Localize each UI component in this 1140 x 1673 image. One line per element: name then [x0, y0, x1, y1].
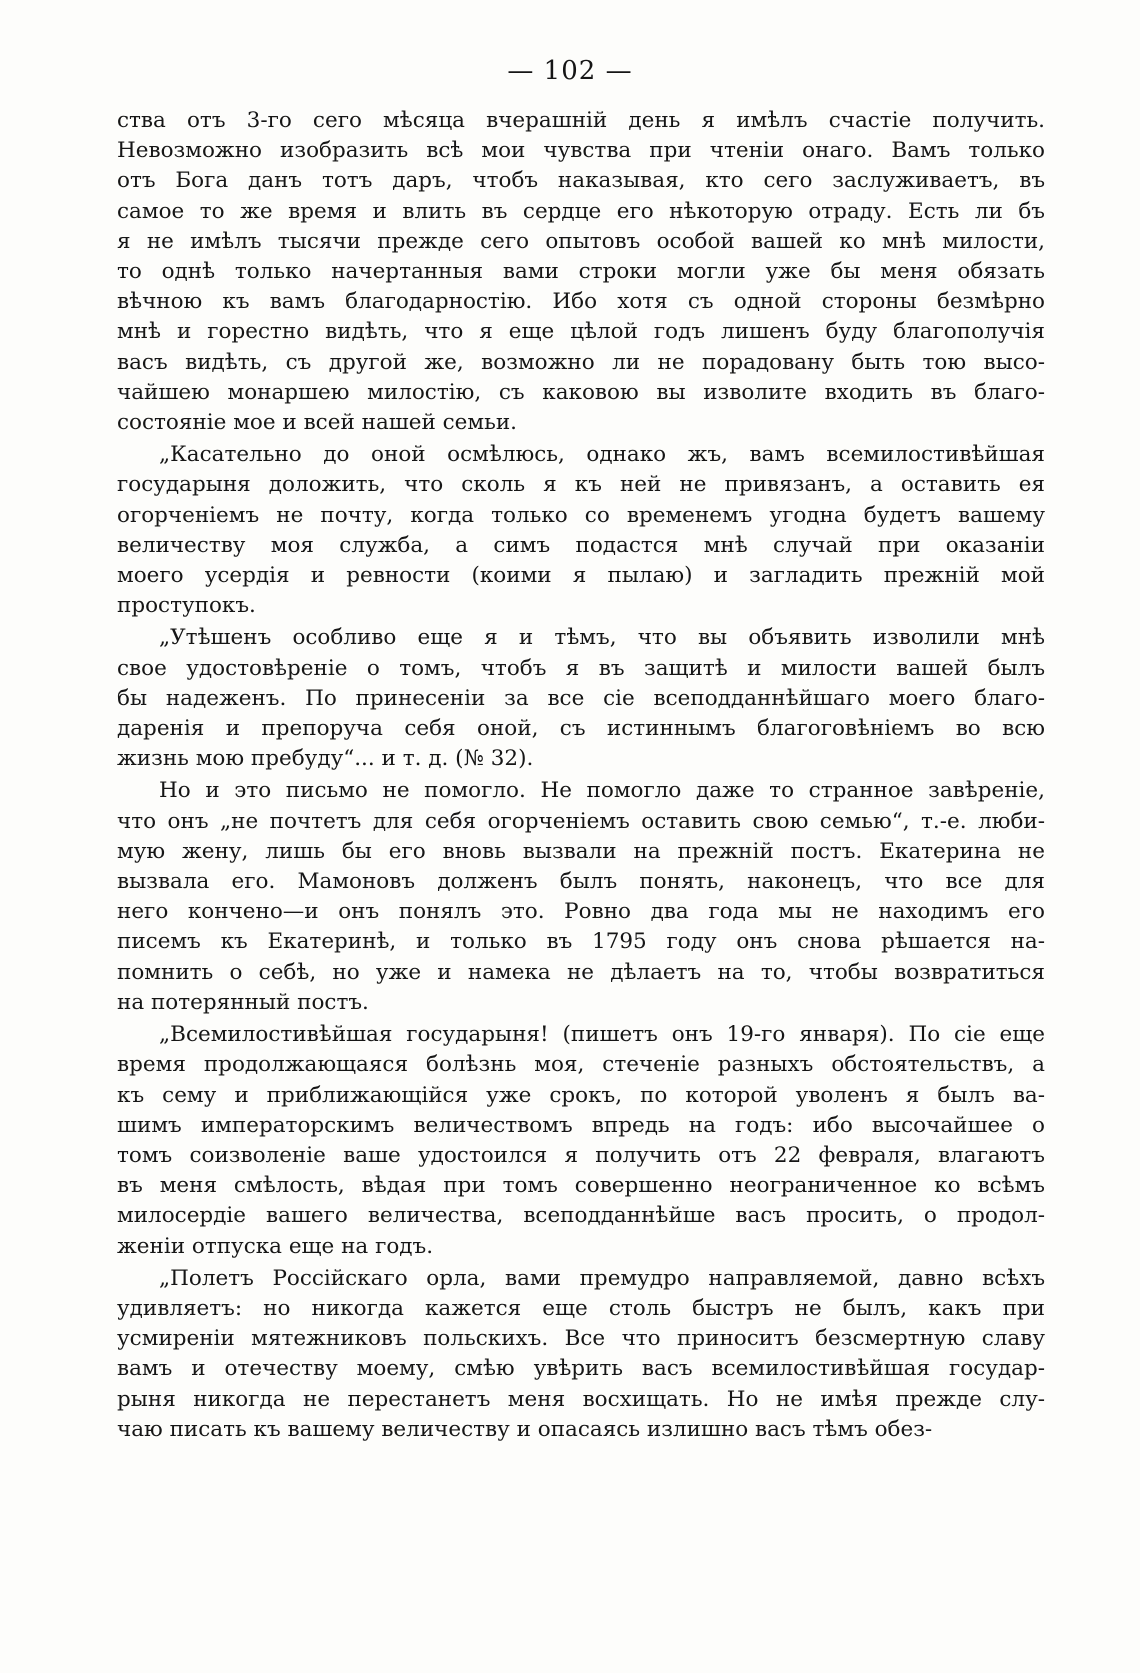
text-line	[117, 927, 1045, 957]
line-text: мую жену, лишь бы его вновь вызвали на прежній постъ. Екатерина не	[117, 838, 1045, 864]
line-text: васъ видѣть, съ другой же, возможно ли не порадовану быть тою высо-	[117, 349, 1045, 375]
text-line	[117, 257, 1045, 287]
line-text: величеству моя служба, а симъ подастся мнѣ случай при оказаніи	[117, 532, 1045, 558]
paragraph	[117, 1020, 1045, 1262]
text-line	[117, 623, 1045, 653]
text-line	[117, 561, 1045, 591]
line-text: ства отъ 3-го сего мѣсяца вчерашній день я имѣлъ счастіе получить.	[117, 108, 1045, 133]
line-text: „Полетъ Россійскаго орла, вами премудро направляемой, давно всѣхъ	[159, 1265, 1045, 1291]
text-line	[117, 1171, 1045, 1201]
text-line	[117, 1020, 1045, 1050]
text-line	[117, 1232, 1045, 1262]
page-number: — 102 —	[507, 56, 633, 86]
text-line	[117, 378, 1045, 408]
text-line	[117, 591, 1045, 621]
line-text: я не имѣлъ тысячи прежде сего опытовъ особой вашей ко мнѣ милости,	[117, 228, 1045, 254]
text-line	[117, 197, 1045, 227]
text-line	[117, 714, 1045, 744]
line-text: бы надеженъ. По принесеніи за все сіе всеподданнѣйшаго моего благо-	[117, 685, 1045, 711]
line-text: Но и это письмо не помогло. Не помогло даже то странное завѣреніе,	[159, 778, 1045, 804]
line-text: отъ Бога данъ тотъ даръ, чтобъ наказывая, кто сего заслуживаетъ, въ	[117, 168, 1045, 194]
line-text: свое удостовѣреніе о томъ, чтобъ я въ защитѣ и милости вашей былъ	[117, 655, 1045, 681]
text-line	[117, 1294, 1045, 1324]
line-text: проступокъ.	[117, 593, 256, 619]
text-line	[117, 1141, 1045, 1171]
text-line	[117, 470, 1045, 500]
line-text: помнить о себѣ, но уже и намека не дѣлаетъ на то, чтобы возвратиться	[117, 959, 1045, 985]
text-line	[117, 744, 1045, 774]
text-line	[117, 1415, 1045, 1445]
text-line	[117, 106, 1045, 136]
text-line	[117, 317, 1045, 347]
line-text: рыня никогда не перестанетъ меня восхищать. Но не имѣя прежде слу-	[117, 1386, 1045, 1412]
line-text: въ меня смѣлость, вѣдая при томъ совершенно неограниченное ко всѣмъ	[117, 1173, 1045, 1199]
line-text: мнѣ и горестно видѣть, что я еще цѣлой годъ лишенъ буду благополучія	[117, 319, 1045, 345]
line-text: „Утѣшенъ особливо еще я и тѣмъ, что вы объявить изволили мнѣ	[159, 625, 1045, 651]
text-line	[117, 1354, 1045, 1384]
text-line	[117, 287, 1045, 317]
line-text: огорченіемъ не почту, когда только со временемъ угодна будетъ вашему	[117, 502, 1045, 528]
text-line	[117, 501, 1045, 531]
paragraph	[117, 440, 1045, 621]
line-text: шимъ императорскимъ величествомъ впредь на годъ: ибо высочайшее о	[117, 1112, 1045, 1138]
paragraph	[117, 623, 1045, 774]
line-text: чаю писать къ вашему величеству и опасаясь излишно васъ тѣмъ обез-	[117, 1416, 933, 1442]
line-text: „Всемилостивѣйшая государыня! (пишетъ онъ 19-го января). По сіе еще	[159, 1022, 1045, 1048]
line-text: чайшею монаршею милостію, съ каковою вы изволите входить въ благо-	[117, 379, 1045, 405]
text-line	[117, 867, 1045, 897]
text-line	[117, 776, 1045, 806]
paragraph	[117, 106, 1045, 438]
line-text: вызвала его. Мамоновъ долженъ былъ понять, наконецъ, что все для	[117, 869, 1045, 895]
line-text: къ сему и приближающійся уже срокъ, по которой уволенъ я былъ ва-	[117, 1082, 1045, 1108]
text-line	[117, 348, 1045, 378]
text-line	[117, 440, 1045, 470]
text-line	[117, 807, 1045, 837]
line-text: томъ соизволеніе ваше удостоился я получить отъ 22 февраля, влагаютъ	[117, 1142, 1045, 1168]
text-line	[117, 1385, 1045, 1415]
line-text: Невозможно изобразить всѣ мои чувства при чтеніи онаго. Вамъ только	[117, 138, 1045, 164]
text-line	[117, 1264, 1045, 1294]
text-line	[117, 1050, 1045, 1080]
line-text: усмиреніи мятежниковъ польскихъ. Все что приноситъ безсмертную славу	[117, 1326, 1045, 1352]
line-text: даренія и препоруча себя оной, съ истиннымъ благоговѣніемъ во всю	[117, 716, 1045, 742]
text-line	[117, 1111, 1045, 1141]
text-line	[117, 1081, 1045, 1111]
paragraph	[117, 776, 1045, 1018]
line-text: женіи отпуска еще на годъ.	[117, 1233, 434, 1259]
line-text: жизнь мою пребуду“... и т. д. (№ 32).	[117, 746, 534, 772]
line-text: „Касательно до оной осмѣлюсь, однако жъ, вамъ всемилостивѣйшая	[159, 442, 1045, 468]
text-line	[117, 958, 1045, 988]
line-text: государыня доложить, что сколь я къ ней не привязанъ, а оставить ея	[117, 472, 1045, 498]
line-text: самое то же время и влить въ сердце его нѣкоторую отраду. Есть ли бъ	[117, 198, 1045, 224]
line-text: милосердіе вашего величества, всеподданнѣйше васъ просить, о продол-	[117, 1203, 1045, 1229]
line-text: то однѣ только начертанныя вами строки могли уже бы меня обязать	[117, 259, 1045, 285]
text-line	[117, 408, 1045, 438]
line-text: писемъ къ Екатеринѣ, и только въ 1795 году онъ снова рѣшается на-	[117, 929, 1045, 955]
text-line	[117, 227, 1045, 257]
text-line	[117, 531, 1045, 561]
line-text: что онъ „не почтетъ для себя огорченіемъ оставить свою семью“, т.-е. люби-	[117, 808, 1045, 834]
line-text: время продолжающаяся болѣзнь моя, стеченіе разныхъ обстоятельствъ, а	[117, 1052, 1045, 1078]
line-text: состояніе мое и всей нашей семьи.	[117, 410, 517, 436]
text-line	[117, 166, 1045, 196]
line-text: удивляетъ: но никогда кажется еще столь быстръ не былъ, какъ при	[117, 1295, 1045, 1321]
text-line	[117, 684, 1045, 714]
text-line	[117, 654, 1045, 684]
paragraph	[117, 1264, 1045, 1445]
text-line	[117, 1324, 1045, 1354]
line-text: на потерянный постъ.	[117, 989, 369, 1015]
line-text: вѣчною къ вамъ благодарностію. Ибо хотя съ одной стороны безмѣрно	[117, 289, 1045, 315]
text-line	[117, 837, 1045, 867]
line-text: вамъ и отечеству моему, смѣю увѣрить васъ всемилостивѣйшая государ-	[117, 1356, 1045, 1382]
text-line	[117, 1201, 1045, 1231]
line-text: него кончено—и онъ понялъ это. Ровно два года мы не находимъ его	[117, 899, 1045, 925]
text-line	[117, 136, 1045, 166]
text-line	[117, 988, 1045, 1018]
line-text: моего усердія и ревности (коими я пылаю) и загладить прежній мой	[117, 563, 1045, 589]
body-text	[117, 106, 1045, 1447]
text-line	[117, 897, 1045, 927]
